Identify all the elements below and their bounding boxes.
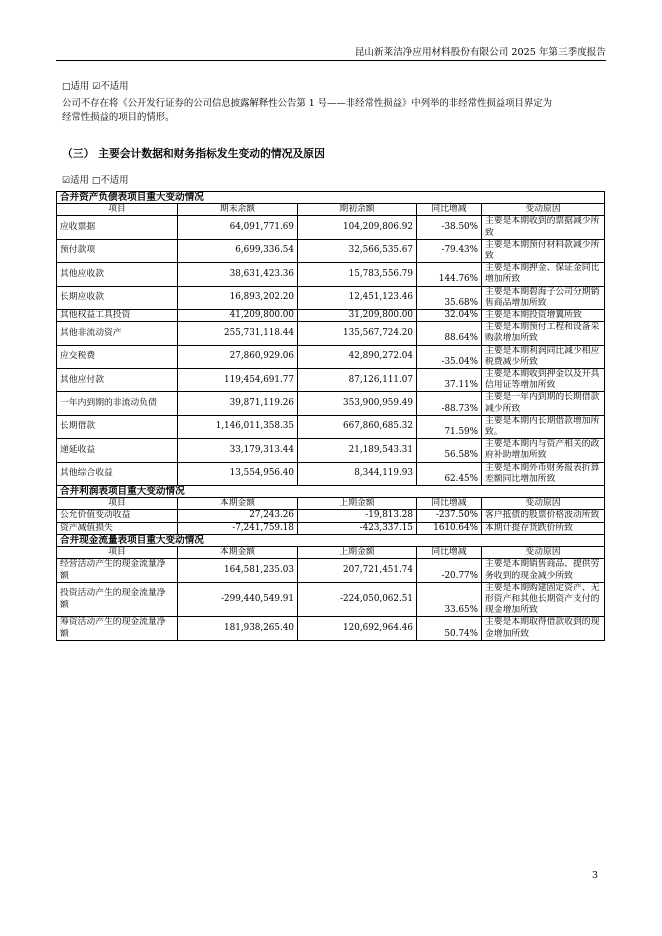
change-percent-cell: -38.50% [417, 216, 482, 239]
change-reason-cell: 主要是本期内长期借款增加所致。 [482, 415, 605, 438]
prior-amount-cell: 104,209,806.92 [298, 216, 417, 239]
current-amount-cell: 41,209,800.00 [178, 310, 298, 322]
row-item-label: 预付款项 [57, 239, 178, 262]
prior-amount-cell: -423,337.15 [298, 522, 417, 534]
option-label: 适用 [70, 175, 89, 186]
prior-amount-cell: -19,813.28 [298, 510, 417, 522]
change-reason-cell: 主要是本期预付工程和设备采购款增加所致 [482, 322, 605, 345]
row-item-label: 其他综合收益 [57, 462, 178, 485]
table-row [57, 392, 605, 415]
current-amount-cell: 38,631,423.36 [178, 263, 298, 286]
row-item-label: 投资活动产生的现金流量净额 [57, 582, 178, 617]
row-item-label: 一年内到期的非流动负债 [57, 392, 178, 415]
prior-amount-cell: 8,344,119.93 [298, 462, 417, 485]
column-header: 同比增减 [417, 204, 482, 216]
section-title-row [57, 486, 605, 498]
column-header: 变动原因 [482, 204, 605, 216]
prior-amount-cell: 21,189,543.31 [298, 439, 417, 462]
table-row [57, 617, 605, 640]
prior-amount-cell: 15,783,556.79 [298, 263, 417, 286]
current-amount-cell: 16,893,202.20 [178, 286, 298, 309]
current-amount-cell: 1,146,011,358.35 [178, 415, 298, 438]
change-percent-cell: 62.45% [417, 462, 482, 485]
option-label: 不适用 [100, 175, 129, 186]
current-amount-cell: 39,871,119.26 [178, 392, 298, 415]
current-amount-cell: 119,454,691.77 [178, 369, 298, 392]
table-row [57, 415, 605, 438]
change-percent-cell: 50.74% [417, 617, 482, 640]
current-amount-cell: 64,091,771.69 [178, 216, 298, 239]
table-row [57, 263, 605, 286]
row-item-label: 应交税费 [57, 345, 178, 368]
current-amount-cell: 255,731,118.44 [178, 322, 298, 345]
change-percent-cell: -237.50% [417, 510, 482, 522]
header-row [57, 204, 605, 216]
change-reason-cell: 主要是本期内与资产相关的政府补助增加所致 [482, 439, 605, 462]
applicability-line-1 [62, 80, 128, 94]
option-label: 适用 [70, 81, 90, 92]
checkbox-checked-icon: ☑ [92, 82, 101, 92]
prior-amount-cell: 135,567,724.20 [298, 322, 417, 345]
financial-changes-table [56, 191, 605, 641]
table-row [57, 322, 605, 345]
change-percent-cell: 56.58% [417, 439, 482, 462]
header-row [57, 498, 605, 510]
table-row [57, 310, 605, 322]
paragraph-line-2: 经常性损益的项目的情形。 [62, 112, 175, 123]
row-item-label: 筹资活动产生的现金流量净额 [57, 617, 178, 640]
change-reason-cell: 主要是本期购建固定资产、无形资产和其他长期资产支付的现金增加所致 [482, 582, 605, 617]
current-amount-cell: 6,699,336.54 [178, 239, 298, 262]
paragraph-line-1: 公司不存在将《公开发行证券的公司信息披露解释性公告第 1 号——非经常性损益》中列举的非经常性损益项目界定为 [62, 98, 553, 109]
table-section-title: 合并利润表项目重大变动情况 [57, 486, 605, 498]
row-item-label: 资产减值损失 [57, 522, 178, 534]
current-amount-cell: 27,243.26 [178, 510, 298, 522]
table-row [57, 216, 605, 239]
row-item-label: 公允价值变动收益 [57, 510, 178, 522]
change-percent-cell: -79.43% [417, 239, 482, 262]
row-item-label: 其他应收款 [57, 263, 178, 286]
section-title-row [57, 534, 605, 546]
change-reason-cell: 主要是本期外币财务报表折算差额同比增加所致 [482, 462, 605, 485]
change-reason-cell: 本期计提存货跌价所致 [482, 522, 605, 534]
change-percent-cell: 88.64% [417, 322, 482, 345]
change-reason-cell: 主要是本期利润同比减少相应税费减少所致 [482, 345, 605, 368]
table-row [57, 286, 605, 309]
column-header: 期初余额 [298, 204, 417, 216]
column-header: 变动原因 [482, 547, 605, 559]
checkbox-unchecked-icon: □ [62, 82, 71, 92]
applicability-line-2 [62, 174, 128, 188]
row-item-label: 其他非流动资产 [57, 322, 178, 345]
current-amount-cell: 181,938,265.40 [178, 617, 298, 640]
current-amount-cell: 164,581,235.03 [178, 559, 298, 582]
column-header: 本期金额 [178, 547, 298, 559]
section-title-row [57, 192, 605, 204]
row-item-label: 递延收益 [57, 439, 178, 462]
prior-amount-cell: 31,209,800.00 [298, 310, 417, 322]
prior-amount-cell: 42,890,272.04 [298, 345, 417, 368]
column-header: 项目 [57, 498, 178, 510]
header-row [57, 547, 605, 559]
change-reason-cell: 主要是本期收到的票据减少所致 [482, 216, 605, 239]
current-amount-cell: 33,179,313.44 [178, 439, 298, 462]
column-header: 变动原因 [482, 498, 605, 510]
change-reason-cell: 主要是本期投资增翼所致 [482, 310, 605, 322]
change-percent-cell: 35.68% [417, 286, 482, 309]
checkbox-checked-icon: ☑ [62, 176, 71, 186]
change-reason-cell: 主要是本期收到押金以及开具信用证等增加所致 [482, 369, 605, 392]
table-row [57, 522, 605, 534]
change-reason-cell: 主要是本期取得借款收到的现金增加所致 [482, 617, 605, 640]
change-reason-cell: 主要是本期预付材料款减少所致 [482, 239, 605, 262]
table-row [57, 510, 605, 522]
row-item-label: 长期借款 [57, 415, 178, 438]
prior-amount-cell: 32,566,535.67 [298, 239, 417, 262]
column-header: 同比增减 [417, 498, 482, 510]
page-number: 3 [592, 870, 598, 881]
column-header: 上期金额 [298, 498, 417, 510]
row-item-label: 长期应收款 [57, 286, 178, 309]
change-reason-cell: 主要是本期销售商品、提供劳务收到的现金减少所致 [482, 559, 605, 582]
column-header: 项目 [57, 204, 178, 216]
table-row [57, 345, 605, 368]
column-header: 同比增减 [417, 547, 482, 559]
change-percent-cell: -35.04% [417, 345, 482, 368]
change-percent-cell: 71.59% [417, 415, 482, 438]
current-amount-cell: 13,554,956.40 [178, 462, 298, 485]
prior-amount-cell: 87,126,111.07 [298, 369, 417, 392]
change-percent-cell: 144.76% [417, 263, 482, 286]
option-label: 不适用 [100, 81, 129, 92]
current-amount-cell: 27,860,929.06 [178, 345, 298, 368]
change-percent-cell: 33.65% [417, 582, 482, 617]
table-row [57, 582, 605, 617]
table-row [57, 559, 605, 582]
change-percent-cell: 1610.64% [417, 522, 482, 534]
row-item-label: 应收票据 [57, 216, 178, 239]
change-percent-cell: -20.77% [417, 559, 482, 582]
change-percent-cell: 37.11% [417, 369, 482, 392]
prior-amount-cell: -224,050,062.51 [298, 582, 417, 617]
checkbox-unchecked-icon: □ [91, 176, 101, 186]
prior-amount-cell: 120,692,964.46 [298, 617, 417, 640]
report-title: 昆山新莱洁净应用材料股份有限公司 2025 年第三季度报告 [354, 47, 606, 58]
table-row [57, 369, 605, 392]
row-item-label: 其他权益工具投资 [57, 310, 178, 322]
prior-amount-cell: 207,721,451.74 [298, 559, 417, 582]
change-percent-cell: 32.04% [417, 310, 482, 322]
column-header: 期末余额 [178, 204, 298, 216]
change-reason-cell: 主要是本期押金、保证金同比增加所致 [482, 263, 605, 286]
table-row [57, 439, 605, 462]
column-header: 项目 [57, 547, 178, 559]
page-header [56, 44, 606, 61]
prior-amount-cell: 667,860,685.32 [298, 415, 417, 438]
current-amount-cell: -7,241,759.18 [178, 522, 298, 534]
column-header: 上期金额 [298, 547, 417, 559]
current-amount-cell: -299,440,549.91 [178, 582, 298, 617]
section-heading: 主要会计数据和财务指标发生变动的情况及原因 [98, 147, 325, 160]
row-item-label: 其他应付款 [57, 369, 178, 392]
row-item-label: 经营活动产生的现金流量净额 [57, 559, 178, 582]
change-reason-cell: 主要是一年内到期的长期借款减少所致 [482, 392, 605, 415]
column-header: 本期金额 [178, 498, 298, 510]
prior-amount-cell: 12,451,123.46 [298, 286, 417, 309]
section-title [62, 146, 325, 161]
change-reason-cell: 客户抵债的股票价格波动所致 [482, 510, 605, 522]
table-section-title: 合并现金流量表项目重大变动情况 [57, 534, 605, 546]
section-number: （三） [62, 147, 95, 160]
table-row [57, 462, 605, 485]
table-section-title: 合并资产负债表项目重大变动情况 [57, 192, 605, 204]
change-percent-cell: -88.73% [417, 392, 482, 415]
change-reason-cell: 主要是本期碧海子公司分期销售商品增加所致 [482, 286, 605, 309]
table-row [57, 239, 605, 262]
prior-amount-cell: 353,900,959.49 [298, 392, 417, 415]
